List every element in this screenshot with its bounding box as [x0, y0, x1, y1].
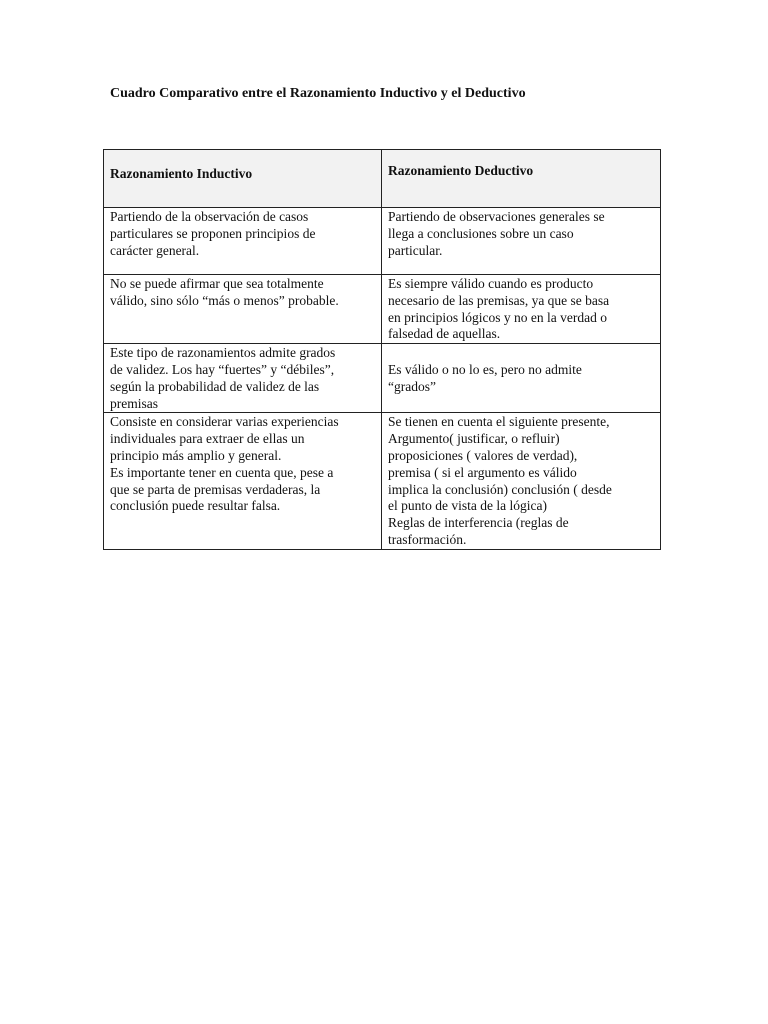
table-cell-deductivo [382, 344, 661, 413]
header-deductivo [382, 150, 661, 208]
page-title: Cuadro Comparativo entre el Razonamiento Inductivo y el Deductivo [110, 86, 526, 101]
cell-text: Es válido o no lo es, pero no admite “grados” [388, 361, 582, 394]
table-cell-inductivo [104, 275, 382, 344]
cell-text: Se tienen en cuenta el siguiente presente, Argumento( justificar, o refluir) proposiciones ( valores de verdad), premisa ( si el argumento es válido implica la conclusión) conclusión ( desde el punto de vista de la lógica) Reglas de interferencia (reglas de trasformación. [388, 414, 612, 547]
table-cell-deductivo [382, 413, 661, 549]
table-row [104, 413, 661, 549]
table-row [104, 275, 661, 344]
cell-text: No se puede afirmar que sea totalmente válido, sino sólo “más o menos” probable. [110, 276, 339, 308]
cell-text: Es siempre válido cuando es producto necesario de las premisas, ya que se basa en principios lógicos y no en la verdad o falsedad de aquellas. [388, 276, 610, 342]
cell-text: Partiendo de la observación de casos particulares se proponen principios de carácter general. [110, 209, 316, 258]
cell-text: Partiendo de observaciones generales se llega a conclusiones sobre un caso particular. [388, 209, 605, 258]
table-header-row [104, 150, 661, 208]
table-cell-deductivo [382, 208, 661, 275]
cell-text: Este tipo de razonamientos admite grados de validez. Los hay “fuertes” y “débiles”, según la probabilidad de validez de las premisas [110, 345, 336, 411]
table-row [104, 344, 661, 413]
comparison-table [103, 149, 661, 550]
table-cell-inductivo [104, 208, 382, 275]
table-cell-deductivo [382, 275, 661, 344]
header-inductivo [104, 150, 382, 208]
header-inductivo-label: Razonamiento Inductivo [110, 166, 253, 181]
table-cell-inductivo [104, 413, 382, 549]
cell-text: Consiste en considerar varias experiencias individuales para extraer de ellas un principio más amplio y general. Es importante tener en cuenta que, pese a que se parta de premisas verdaderas, la conclusión puede resultar falsa. [110, 414, 339, 514]
header-deductivo-label: Razonamiento Deductivo [388, 163, 534, 178]
table-cell-inductivo [104, 344, 382, 413]
table-row [104, 208, 661, 275]
